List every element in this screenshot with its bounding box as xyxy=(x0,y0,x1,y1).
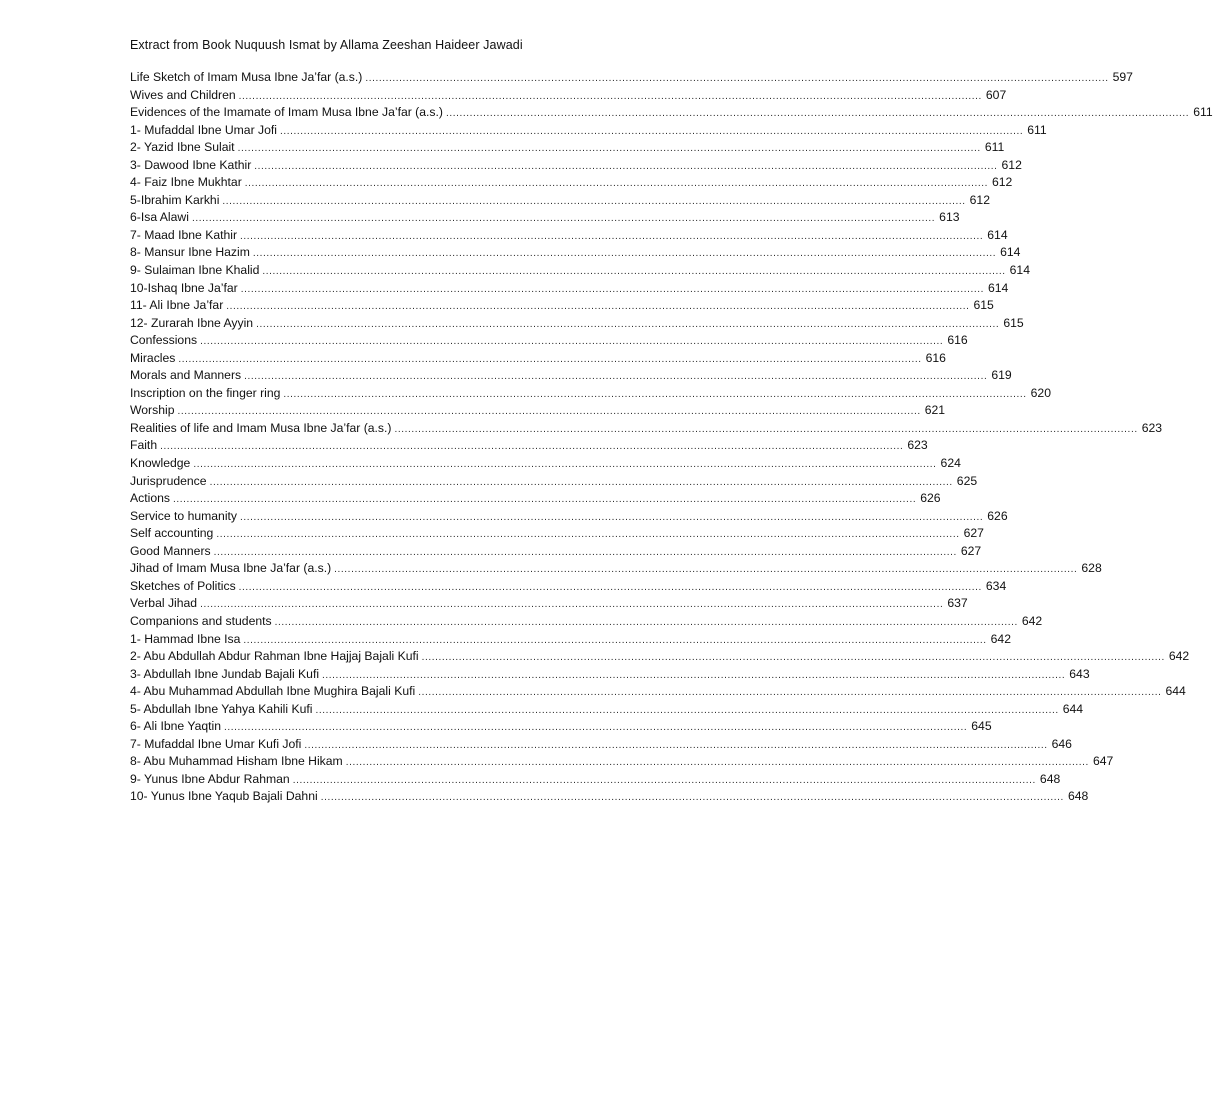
toc-entry-page-number: 647 xyxy=(1092,754,1114,769)
dot-leader: ............................................................................................................................................................................................................................ xyxy=(200,599,944,611)
toc-entry xyxy=(130,595,968,613)
toc-entry-page-number: 620 xyxy=(1030,385,1051,400)
toc-entry-title: 9- Sulaiman Ibne Khalid xyxy=(130,263,260,278)
toc-entry-page-number: 637 xyxy=(947,596,968,611)
toc-entry-page-number: 614 xyxy=(987,227,1008,242)
toc-entry xyxy=(130,209,960,227)
toc-entry-page-number: 624 xyxy=(940,456,961,471)
toc-entry xyxy=(130,666,1090,684)
toc-entry-page-number: 619 xyxy=(991,368,1012,383)
toc-entry-title: Self accounting xyxy=(130,526,214,541)
toc-entry-title: Realities of life and Imam Musa Ibne Ja’far (a.s.) xyxy=(130,420,392,435)
toc-entry-title: 8- Abu Muhammad Hisham Ibne Hikam xyxy=(130,754,343,769)
toc-entry xyxy=(130,69,1133,87)
toc-entry-page-number: 614 xyxy=(987,280,1009,295)
toc-entry-title: 5-Ibrahim Karkhi xyxy=(130,192,220,207)
toc-entry xyxy=(130,315,1024,333)
toc-entry-title: Sketches of Politics xyxy=(130,578,236,593)
dot-leader: ............................................................................................................................................................................................................................ xyxy=(193,459,937,471)
toc-entry xyxy=(130,385,1051,403)
toc-entry-title: 7- Mufaddal Ibne Umar Kufi Jofi xyxy=(130,736,302,751)
toc-entry xyxy=(130,560,1102,578)
dot-leader: ............................................................................................................................................................................................................................ xyxy=(160,441,904,453)
toc-entry-title: Confessions xyxy=(130,333,198,348)
toc-entry-page-number: 611 xyxy=(1193,105,1213,120)
toc-entry-title: 6- Ali Ibne Yaqtin xyxy=(130,719,222,734)
toc-entry-page-number: 612 xyxy=(1001,157,1022,172)
dot-leader: ............................................................................................................................................................................................................................ xyxy=(216,529,960,541)
toc-entry xyxy=(130,350,946,368)
dot-leader: ............................................................................................................................................................................................................................ xyxy=(240,511,984,523)
dot-leader: ............................................................................................................................................................................................................................ xyxy=(315,704,1059,716)
document-title: Extract from Book Nuquush Ismat by Allama Zeeshan Haideer Jawadi xyxy=(130,38,523,52)
toc-entry xyxy=(130,244,1021,262)
toc-entry-title: Jihad of Imam Musa Ibne Ja’far (a.s.) xyxy=(130,561,332,576)
dot-leader: ............................................................................................................................................................................................................................ xyxy=(200,336,944,348)
toc-entry-page-number: 621 xyxy=(924,403,946,418)
toc-entry-page-number: 615 xyxy=(1003,315,1024,330)
toc-entry xyxy=(130,525,984,543)
toc-entry-title: 1- Hammad Ibne Isa xyxy=(130,631,241,646)
toc-entry-title: 7- Maad Ibne Kathir xyxy=(130,227,238,242)
toc-entry xyxy=(130,87,1007,105)
toc-entry xyxy=(130,332,968,350)
toc-entry-title: 4- Abu Muhammad Abdullah Ibne Mughira Bajali Kufi xyxy=(130,684,416,699)
toc-entry xyxy=(130,490,941,508)
dot-leader: ............................................................................................................................................................................................................................ xyxy=(280,125,1024,137)
toc-entry xyxy=(130,280,1009,298)
toc-entry xyxy=(130,753,1114,771)
toc-entry xyxy=(130,578,1007,596)
toc-entry-page-number: 643 xyxy=(1069,666,1090,681)
toc-entry xyxy=(130,736,1072,754)
toc-entry xyxy=(130,402,946,420)
toc-entry-title: Actions xyxy=(130,491,170,506)
dot-leader: ............................................................................................................................................................................................................................ xyxy=(262,266,1006,278)
toc-entry-page-number: 614 xyxy=(1000,245,1021,260)
toc-entry xyxy=(130,104,1213,122)
toc-entry-page-number: 616 xyxy=(925,350,946,365)
toc-entry xyxy=(130,139,1005,157)
toc-entry xyxy=(130,788,1089,806)
toc-entry-page-number: 613 xyxy=(939,210,960,225)
toc-entry xyxy=(130,771,1061,789)
toc-entry xyxy=(130,367,1012,385)
dot-leader: ............................................................................................................................................................................................................................ xyxy=(304,739,1048,751)
toc-entry-page-number: 607 xyxy=(985,87,1007,102)
toc-entry xyxy=(130,192,990,210)
dot-leader: ............................................................................................................................................................................................................................ xyxy=(445,108,1190,120)
toc-entry-title: 12- Zurarah Ibne Ayyin xyxy=(130,315,254,330)
toc-entry-title: Good Manners xyxy=(130,543,211,558)
toc-entry xyxy=(130,631,1011,649)
toc-entry-page-number: 616 xyxy=(947,333,968,348)
toc-entry-title: 6-Isa Alawi xyxy=(130,210,189,225)
toc-entry xyxy=(130,543,982,561)
toc-entry-page-number: 615 xyxy=(973,298,994,313)
toc-entry-page-number: 644 xyxy=(1062,701,1084,716)
dot-leader: ............................................................................................................................................................................................................................ xyxy=(254,160,998,172)
dot-leader: ............................................................................................................................................................................................................................ xyxy=(244,371,988,383)
dot-leader: ............................................................................................................................................................................................................................ xyxy=(226,301,970,313)
toc-entry xyxy=(130,157,1022,175)
dot-leader: ............................................................................................................................................................................................................................ xyxy=(238,90,982,102)
toc-entry-page-number: 634 xyxy=(985,578,1007,593)
toc-entry-title: Inscription on the finger ring xyxy=(130,385,281,400)
dot-leader: ............................................................................................................................................................................................................................ xyxy=(334,564,1078,576)
dot-leader: ............................................................................................................................................................................................................................ xyxy=(222,195,966,207)
dot-leader: ............................................................................................................................................................................................................................ xyxy=(418,687,1162,699)
toc-entry-title: 10-Ishaq Ibne Ja’far xyxy=(130,280,238,295)
toc-entry xyxy=(130,508,1008,526)
toc-entry-page-number: 626 xyxy=(920,491,941,506)
toc-entry-title: Wives and Children xyxy=(130,87,236,102)
toc-entry-title: 9- Yunus Ibne Abdur Rahman xyxy=(130,771,290,786)
toc-entry-page-number: 623 xyxy=(1141,420,1163,435)
toc-entry-title: 11- Ali Ibne Ja’far xyxy=(130,298,224,313)
toc-entry-title: 10- Yunus Ibne Yaqub Bajali Dahni xyxy=(130,789,318,804)
toc-entry xyxy=(130,648,1190,666)
dot-leader: ............................................................................................................................................................................................................................ xyxy=(243,634,987,646)
dot-leader: ............................................................................................................................................................................................................................ xyxy=(213,546,957,558)
dot-leader: ............................................................................................................................................................................................................................ xyxy=(244,178,988,190)
dot-leader: ............................................................................................................................................................................................................................ xyxy=(209,476,953,488)
dot-leader: ............................................................................................................................................................................................................................ xyxy=(178,353,922,365)
toc-entry-title: Morals and Manners xyxy=(130,368,242,383)
toc-entry-page-number: 642 xyxy=(990,631,1011,646)
dot-leader: ............................................................................................................................................................................................................................ xyxy=(292,774,1036,786)
toc-entry-title: 4- Faiz Ibne Mukhtar xyxy=(130,175,242,190)
toc-entry-title: Miracles xyxy=(130,350,176,365)
toc-entry xyxy=(130,174,1013,192)
dot-leader: ............................................................................................................................................................................................................................ xyxy=(421,652,1165,664)
toc-entry-title: Companions and students xyxy=(130,613,272,628)
table-of-contents xyxy=(130,69,1213,806)
toc-entry-page-number: 645 xyxy=(971,719,992,734)
toc-entry-title: Evidences of the Imamate of Imam Musa Ibne Ja’far (a.s.) xyxy=(130,105,443,120)
dot-leader: ............................................................................................................................................................................................................................ xyxy=(365,73,1109,84)
toc-entry xyxy=(130,262,1030,280)
toc-entry-title: Service to humanity xyxy=(130,508,238,523)
toc-entry-title: 5- Abdullah Ibne Yahya Kahili Kufi xyxy=(130,701,313,716)
dot-leader: ............................................................................................................................................................................................................................ xyxy=(224,722,968,734)
dot-leader: ............................................................................................................................................................................................................................ xyxy=(237,143,981,155)
toc-entry xyxy=(130,297,994,315)
toc-entry-page-number: 644 xyxy=(1165,684,1186,699)
toc-entry-page-number: 627 xyxy=(963,526,984,541)
toc-entry xyxy=(130,701,1084,719)
toc-entry-page-number: 611 xyxy=(984,140,1005,155)
dot-leader: ............................................................................................................................................................................................................................ xyxy=(320,792,1064,804)
toc-entry xyxy=(130,437,928,455)
toc-entry xyxy=(130,122,1047,140)
toc-entry-title: 3- Abdullah Ibne Jundab Bajali Kufi xyxy=(130,666,320,681)
dot-leader: ............................................................................................................................................................................................................................ xyxy=(345,757,1089,769)
dot-leader: ............................................................................................................................................................................................................................ xyxy=(322,669,1066,681)
toc-entry-page-number: 623 xyxy=(907,438,928,453)
toc-entry-title: Life Sketch of Imam Musa Ibne Ja’far (a.s.) xyxy=(130,70,363,84)
toc-entry-title: 3- Dawood Ibne Kathir xyxy=(130,157,252,172)
toc-entry-title: 2- Yazid Ibne Sulait xyxy=(130,140,235,155)
toc-entry-page-number: 612 xyxy=(969,192,990,207)
dot-leader: ............................................................................................................................................................................................................................ xyxy=(394,423,1138,435)
toc-entry xyxy=(130,455,961,473)
toc-entry-title: 2- Abu Abdullah Abdur Rahman Ibne Hajjaj Bajali Kufi xyxy=(130,649,419,664)
toc-entry xyxy=(130,613,1043,631)
toc-entry-page-number: 627 xyxy=(960,543,982,558)
dot-leader: ............................................................................................................................................................................................................................ xyxy=(256,318,1000,330)
toc-entry-page-number: 642 xyxy=(1168,649,1190,664)
toc-entry-title: 8- Mansur Ibne Hazim xyxy=(130,245,250,260)
dot-leader: ............................................................................................................................................................................................................................ xyxy=(238,581,982,593)
toc-entry-page-number: 597 xyxy=(1112,70,1133,84)
dot-leader: ............................................................................................................................................................................................................................ xyxy=(240,283,984,295)
toc-entry-page-number: 642 xyxy=(1021,613,1043,628)
toc-entry-page-number: 626 xyxy=(987,508,1008,523)
toc-entry-page-number: 648 xyxy=(1039,771,1061,786)
dot-leader: ............................................................................................................................................................................................................................ xyxy=(191,213,936,225)
toc-entry-page-number: 648 xyxy=(1067,789,1089,804)
toc-entry-page-number: 614 xyxy=(1009,263,1030,278)
toc-entry-title: Verbal Jihad xyxy=(130,596,198,611)
toc-entry-page-number: 628 xyxy=(1081,561,1102,576)
toc-entry-page-number: 612 xyxy=(992,175,1013,190)
dot-leader: ............................................................................................................................................................................................................................ xyxy=(274,616,1018,628)
dot-leader: ............................................................................................................................................................................................................................ xyxy=(172,494,917,506)
toc-entry xyxy=(130,473,978,491)
toc-entry-title: 1- Mufaddal Ibne Umar Jofi xyxy=(130,122,277,137)
toc-entry-title: Faith xyxy=(130,438,158,453)
toc-entry xyxy=(130,718,992,736)
toc-entry-page-number: 611 xyxy=(1027,122,1047,137)
toc-entry xyxy=(130,227,1008,245)
toc-entry xyxy=(130,420,1163,438)
dot-leader: ............................................................................................................................................................................................................................ xyxy=(252,248,997,260)
dot-leader: ............................................................................................................................................................................................................................ xyxy=(240,230,984,242)
toc-entry xyxy=(130,683,1186,701)
dot-leader: ............................................................................................................................................................................................................................ xyxy=(283,388,1027,400)
toc-entry-title: Knowledge xyxy=(130,456,191,471)
toc-entry-page-number: 646 xyxy=(1051,736,1072,751)
dot-leader: ............................................................................................................................................................................................................................ xyxy=(177,406,921,418)
toc-entry-title: Jurisprudence xyxy=(130,473,207,488)
toc-entry-page-number: 625 xyxy=(956,473,978,488)
toc-entry-title: Worship xyxy=(130,403,175,418)
